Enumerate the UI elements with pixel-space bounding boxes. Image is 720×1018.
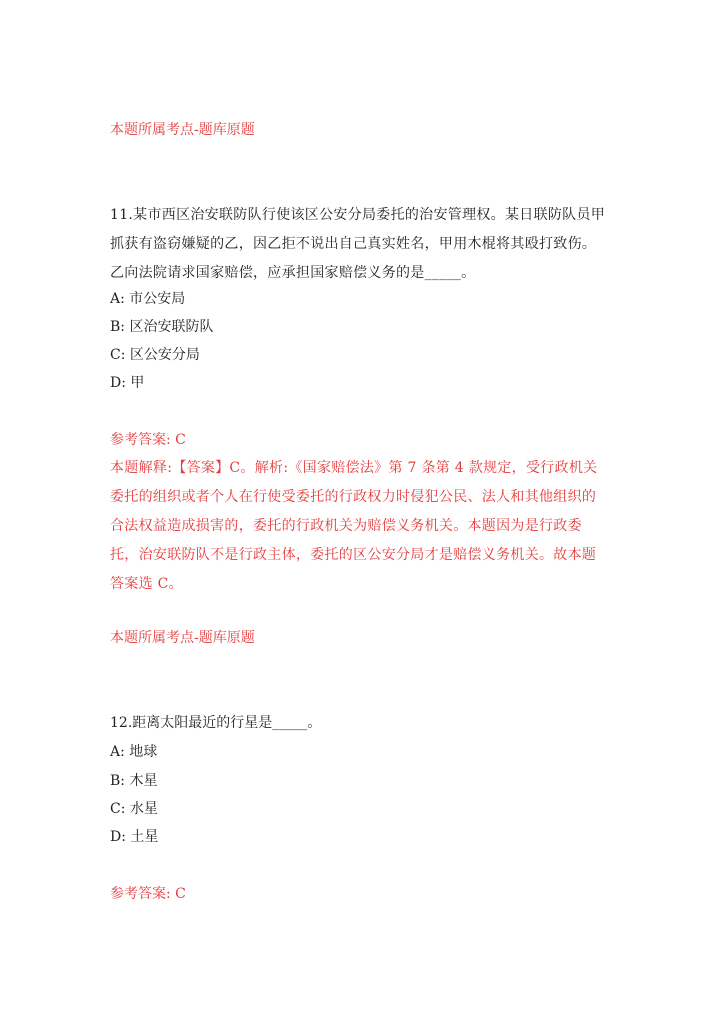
option-c-12: C: 水星 — [110, 801, 158, 817]
option-d-11: D: 甲 — [110, 375, 145, 391]
option-b-11: B: 区治安联防队 — [110, 319, 214, 335]
explanation-11 — [110, 454, 610, 599]
source-note-1: 本题所属考点-题库原题 — [110, 122, 255, 138]
question-11-line-1: 11.某市西区治安联防队行使该区公安分局委托的治安管理权。某日联防队员甲 — [110, 207, 606, 223]
question-11-stem — [110, 201, 610, 288]
explanation-11-line-1: 本题解释:【答案】C。解析:《国家赔偿法》第 7 条第 4 款规定，受行政机关 — [110, 460, 598, 476]
option-b-12: B: 木星 — [110, 773, 158, 789]
explanation-11-line-2: 委托的组织或者个人在行使受委托的行政权力时侵犯公民、法人和其他组织的 — [110, 489, 597, 505]
question-12-stem: 12.距离太阳最近的行星是_____。 — [110, 715, 322, 731]
source-note-11: 本题所属考点-题库原题 — [110, 630, 255, 646]
question-11-line-2: 抓获有盗窃嫌疑的乙，因乙拒不说出自己真实姓名，甲用木棍将其殴打致伤。 — [110, 236, 597, 252]
explanation-11-line-4: 托，治安联防队不是行政主体，委托的区公安分局才是赔偿义务机关。故本题 — [110, 547, 597, 563]
question-11-line-3: 乙向法院请求国家赔偿，应承担国家赔偿义务的是_____。 — [110, 265, 476, 281]
explanation-11-line-5: 答案选 C。 — [110, 576, 183, 592]
option-c-11: C: 区公安分局 — [110, 347, 200, 363]
option-a-12: A: 地球 — [110, 744, 158, 760]
option-a-11: A: 市公安局 — [110, 291, 186, 307]
answer-12: 参考答案: C — [110, 886, 186, 902]
explanation-11-line-3: 合法权益造成损害的，委托的行政机关为赔偿义务机关。本题因为是行政委 — [110, 518, 582, 534]
answer-11: 参考答案: C — [110, 432, 186, 448]
option-d-12: D: 土星 — [110, 829, 159, 845]
